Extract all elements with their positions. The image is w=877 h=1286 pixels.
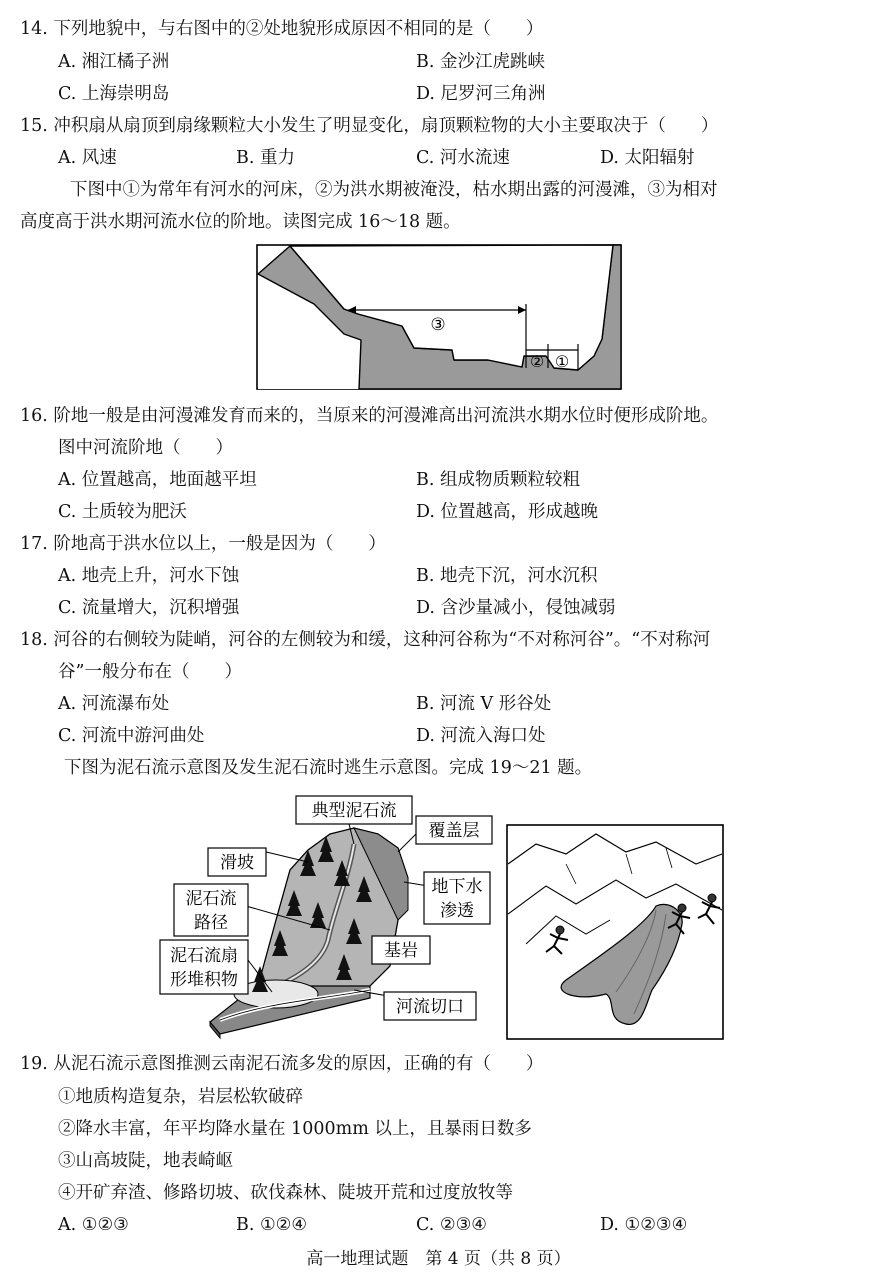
q17-option-c: C. 流量增大，沉积增强	[58, 598, 240, 618]
q19-option-b: B. ①②④	[236, 1215, 308, 1235]
intro-paragraph-line1: 下图中①为常年有河水的河床，②为洪水期被淹没，枯水期出露的河漫滩，③为相对	[70, 180, 718, 200]
q14-option-d: D. 尼罗河三角洲	[416, 84, 546, 104]
debris-flow-diagram	[158, 790, 498, 1040]
q19-statement-3: ③山高坡陡，地表崎岖	[58, 1151, 233, 1171]
label-path-line1: 泥石流	[185, 889, 237, 909]
label-bedrock: 基岩	[384, 941, 418, 961]
floodplain-label: ②	[529, 352, 545, 371]
q17-option-d: D. 含沙量减小，侵蚀减弱	[416, 598, 616, 618]
q19-statement-2: ②降水丰富，年平均降水量在 1000mm 以上，且暴雨日数多	[58, 1119, 532, 1139]
q18-stem-line1: 18. 河谷的右侧较为陡峭，河谷的左侧较为和缓，这种河谷称为“不对称河谷”。“不对称河	[20, 630, 711, 650]
q18-option-a: A. 河流瀑布处	[58, 694, 170, 714]
label-groundwater-line2: 渗透	[440, 901, 474, 921]
q14-option-c: C. 上海崇明岛	[58, 84, 170, 104]
label-landslide: 滑坡	[220, 853, 254, 873]
q16-stem-line2: 图中河流阶地（ ）	[58, 438, 233, 458]
label-cover-layer: 覆盖层	[428, 821, 480, 841]
label-groundwater-line1: 地下水	[431, 877, 483, 897]
q15-option-a: A. 风速	[58, 148, 117, 168]
label-fan-line2: 形堆积物	[170, 970, 238, 990]
q19-stem: 19. 从泥石流示意图推测云南泥石流多发的原因，正确的有（ ）	[20, 1054, 544, 1074]
q19-option-c: C. ②③④	[416, 1215, 487, 1235]
q18-stem-line2: 谷”一般分布在（ ）	[58, 662, 242, 682]
q15-option-c: C. 河水流速	[416, 148, 510, 168]
terrace-label: ③	[430, 315, 446, 335]
q17-option-b: B. 地壳下沉，河水沉积	[416, 566, 598, 586]
q14-stem: 14. 下列地貌中，与右图中的②处地貌形成原因不相同的是（ ）	[20, 19, 544, 39]
q17-stem: 17. 阶地高于洪水位以上，一般是因为（ ）	[20, 534, 386, 554]
q18-option-c: C. 河流中游河曲处	[58, 726, 205, 746]
q18-option-b: B. 河流 V 形谷处	[416, 694, 552, 714]
q16-stem-line1: 16. 阶地一般是由河漫滩发育而来的，当原来的河漫滩高出河流洪水期水位时便形成阶地。	[20, 406, 719, 426]
q16-option-c: C. 土质较为肥沃	[58, 502, 187, 522]
page-footer: 高一地理试题 第 4 页（共 8 页）	[306, 1249, 571, 1269]
q15-option-d: D. 太阳辐射	[600, 148, 695, 168]
q19-statement-1: ①地质构造复杂，岩层松软破碎	[58, 1087, 303, 1107]
q19-option-d: D. ①②③④	[600, 1215, 688, 1235]
label-typical-debris-flow: 典型泥石流	[311, 801, 397, 821]
intro-paragraph-line2: 高度高于洪水期河流水位的阶地。读图完成 16～18 题。	[20, 212, 461, 232]
q19-option-a: A. ①②③	[58, 1215, 129, 1235]
q17-option-a: A. 地壳上升，河水下蚀	[58, 566, 240, 586]
q18-option-d: D. 河流入海口处	[416, 726, 546, 746]
label-fan-line1: 泥石流扇	[170, 946, 238, 966]
q15-stem: 15. 冲积扇从扇顶到扇缘颗粒大小发生了明显变化，扇顶颗粒物的大小主要取决于（ ）	[20, 116, 719, 136]
q14-option-a: A. 湘江橘子洲	[58, 52, 170, 72]
q16-option-d: D. 位置越高，形成越晚	[416, 502, 599, 522]
river-terrace-diagram	[256, 244, 622, 390]
q16-option-a: A. 位置越高，地面越平坦	[58, 470, 257, 490]
label-path-line2: 路径	[194, 913, 228, 933]
q15-option-b: B. 重力	[236, 148, 295, 168]
q14-option-b: B. 金沙江虎跳峡	[416, 52, 545, 72]
q16-option-b: B. 组成物质颗粒较粗	[416, 470, 580, 490]
intro-paragraph-2: 下图为泥石流示意图及发生泥石流时逃生示意图。完成 19～21 题。	[64, 758, 593, 778]
riverbed-label: ①	[554, 352, 570, 371]
escape-illustration	[506, 824, 724, 1040]
q19-statement-4: ④开矿弃渣、修路切坡、砍伐森林、陡坡开荒和过度放牧等	[58, 1183, 513, 1203]
label-river-incision: 河流切口	[396, 997, 464, 1017]
